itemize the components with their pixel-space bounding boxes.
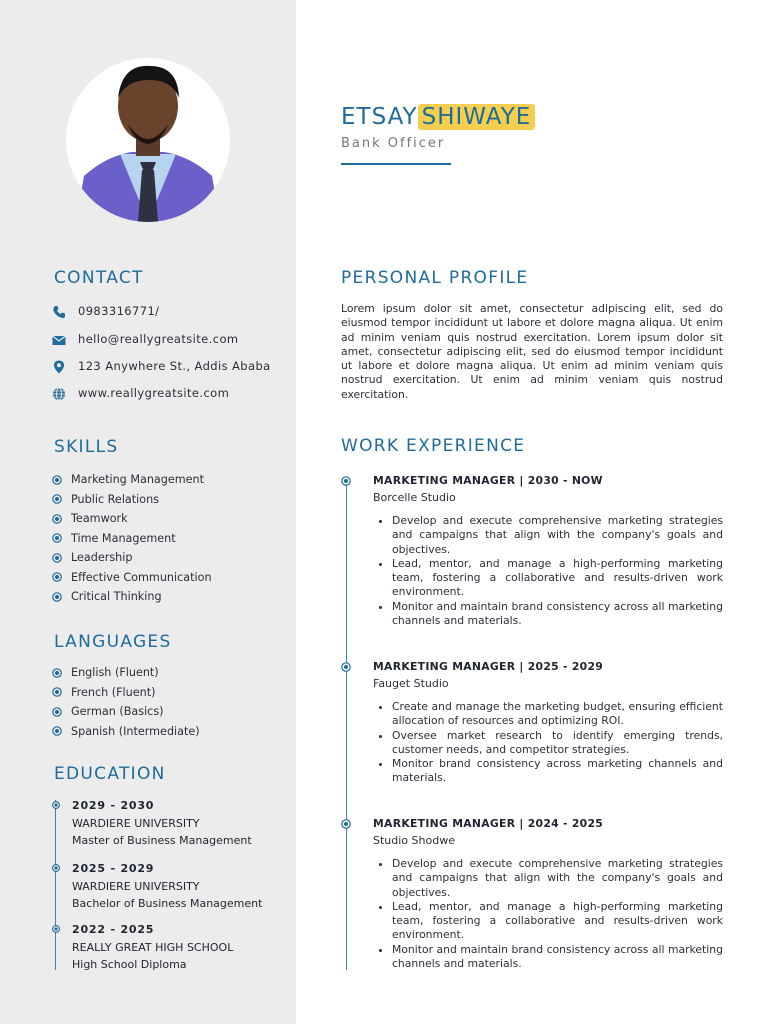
languages-heading: LANGUAGES	[54, 632, 172, 652]
bullet-dot-icon	[52, 726, 62, 736]
bullet-dot-icon	[52, 553, 62, 563]
job-heading: MARKETING MANAGER | 2025 - 2029	[373, 660, 604, 673]
job-bullets	[373, 857, 723, 971]
personal-profile-heading: PERSONAL PROFILE	[341, 268, 529, 288]
contact-email-text[interactable]: hello@reallygreatsite.com	[78, 332, 239, 346]
skill-label: Critical Thinking	[71, 590, 162, 604]
list-item	[52, 683, 200, 703]
phone-icon	[52, 304, 66, 318]
list-item: • Lead, mentor, and manage a high-performing marketing team, fostering a collaborative and results-driven work environment.	[392, 900, 723, 943]
list-item: • Develop and execute comprehensive marketing strategies and campaigns that align with the company's goals and objectives.	[392, 857, 723, 900]
job-bullets	[373, 514, 723, 628]
list-item	[52, 702, 200, 722]
bullet-dot-icon	[52, 687, 62, 697]
languages-list	[52, 663, 200, 741]
list-item	[52, 470, 212, 490]
education-degree: Master of Business Management	[72, 834, 252, 847]
bullet-dot-icon	[52, 707, 62, 717]
skill-label: Time Management	[71, 531, 176, 545]
education-school: WARDIERE UNIVERSITY	[72, 817, 200, 830]
education-school: WARDIERE UNIVERSITY	[72, 880, 200, 893]
work-experience-heading: WORK EXPERIENCE	[341, 436, 526, 456]
education-timeline-line	[55, 800, 56, 970]
list-item: • Monitor and maintain brand consistency across all marketing channels and materials.	[392, 600, 723, 629]
contact-phone	[52, 303, 159, 319]
timeline-dot-icon	[52, 864, 60, 872]
skill-label: Effective Communication	[71, 570, 212, 584]
timeline-dot-icon	[52, 801, 60, 809]
list-item: • Monitor and maintain brand consistency across all marketing channels and materials.	[392, 943, 723, 972]
list-item	[52, 568, 212, 588]
contact-heading: CONTACT	[54, 268, 144, 288]
language-label: French (Fluent)	[71, 685, 156, 699]
timeline-dot-icon	[341, 476, 351, 486]
job-company: Fauget Studio	[373, 677, 449, 690]
title-underline	[341, 163, 451, 165]
contact-address-text: 123 Anywhere St., Addis Ababa	[78, 359, 271, 373]
list-item: • Develop and execute comprehensive marketing strategies and campaigns that align with the company's goals and objectives.	[392, 514, 723, 557]
list-item	[52, 529, 212, 549]
timeline-dot-icon	[341, 819, 351, 829]
first-name: ETSAY	[341, 104, 418, 130]
timeline-dot-icon	[341, 662, 351, 672]
skill-label: Public Relations	[71, 492, 160, 506]
contact-address	[52, 358, 271, 374]
skills-heading: SKILLS	[54, 437, 119, 457]
language-label: English (Fluent)	[71, 666, 159, 680]
list-item	[52, 663, 200, 683]
bullet-dot-icon	[52, 533, 62, 543]
list-item: • Create and manage the marketing budget, ensuring efficient allocation of resources and optimizing ROI.	[392, 700, 723, 729]
skill-label: Leadership	[71, 551, 133, 565]
education-years: 2029 - 2030	[72, 799, 155, 812]
list-item	[52, 490, 212, 510]
list-item: • Monitor brand consistency across marketing channels and materials.	[392, 757, 723, 786]
bullet-dot-icon	[52, 572, 62, 582]
list-item	[52, 509, 212, 529]
globe-icon	[52, 386, 66, 400]
contact-phone-text: 0983316771/	[78, 304, 160, 318]
list-item: • Lead, mentor, and manage a high-performing marketing team, fostering a collaborative and results-driven work environment.	[392, 557, 723, 600]
profile-photo	[66, 58, 230, 222]
bullet-dot-icon	[52, 668, 62, 678]
bullet-dot-icon	[52, 514, 62, 524]
bullet-dot-icon	[52, 592, 62, 602]
contact-email[interactable]	[52, 331, 238, 347]
education-degree: Bachelor of Business Management	[72, 897, 263, 910]
education-heading: EDUCATION	[54, 764, 166, 784]
mail-icon	[52, 332, 66, 346]
job-company: Studio Shodwe	[373, 834, 455, 847]
bullet-dot-icon	[52, 475, 62, 485]
bullet-dot-icon	[52, 494, 62, 504]
education-years: 2025 - 2029	[72, 862, 155, 875]
personal-profile-text: Lorem ipsum dolor sit amet, consectetur adipiscing elit, sed do eiusmod tempor incididunt ut labore et dolore magna aliqua. Ut enim ad minim veniam quis nostrud exercitation. Lorem ipsum dolor sit amet, consectetur adipiscing elit, sed do eiusmod tempor incididunt ut labore et dolore magna aliqua. Ut enim ad minim veniam quis nostrud exercitation. Ut enim ad minim veniam quis nostrud exercitation.	[341, 302, 723, 401]
contact-website[interactable]	[52, 385, 229, 401]
timeline-dot-icon	[52, 925, 60, 933]
job-company: Borcelle Studio	[373, 491, 456, 504]
list-item: • Oversee market research to identify emerging trends, customer needs, and competitor strategies.	[392, 729, 723, 758]
language-label: Spanish (Intermediate)	[71, 724, 200, 738]
job-heading: MARKETING MANAGER | 2030 - NOW	[373, 474, 603, 487]
job-title: Bank Officer	[341, 136, 446, 151]
location-pin-icon	[52, 359, 66, 373]
job-bullets	[373, 700, 723, 786]
candidate-name	[341, 104, 535, 130]
list-item	[52, 587, 212, 607]
list-item	[52, 722, 200, 742]
education-degree: High School Diploma	[72, 958, 187, 971]
last-name: SHIWAYE	[418, 104, 536, 130]
job-heading: MARKETING MANAGER | 2024 - 2025	[373, 817, 604, 830]
skill-label: Teamwork	[71, 512, 128, 526]
education-school: REALLY GREAT HIGH SCHOOL	[72, 941, 234, 954]
skills-list	[52, 470, 212, 607]
list-item	[52, 548, 212, 568]
work-timeline-line	[346, 480, 347, 970]
language-label: German (Basics)	[71, 705, 164, 719]
contact-website-text[interactable]: www.reallygreatsite.com	[78, 386, 230, 400]
skill-label: Marketing Management	[71, 473, 205, 487]
education-years: 2022 - 2025	[72, 923, 155, 936]
